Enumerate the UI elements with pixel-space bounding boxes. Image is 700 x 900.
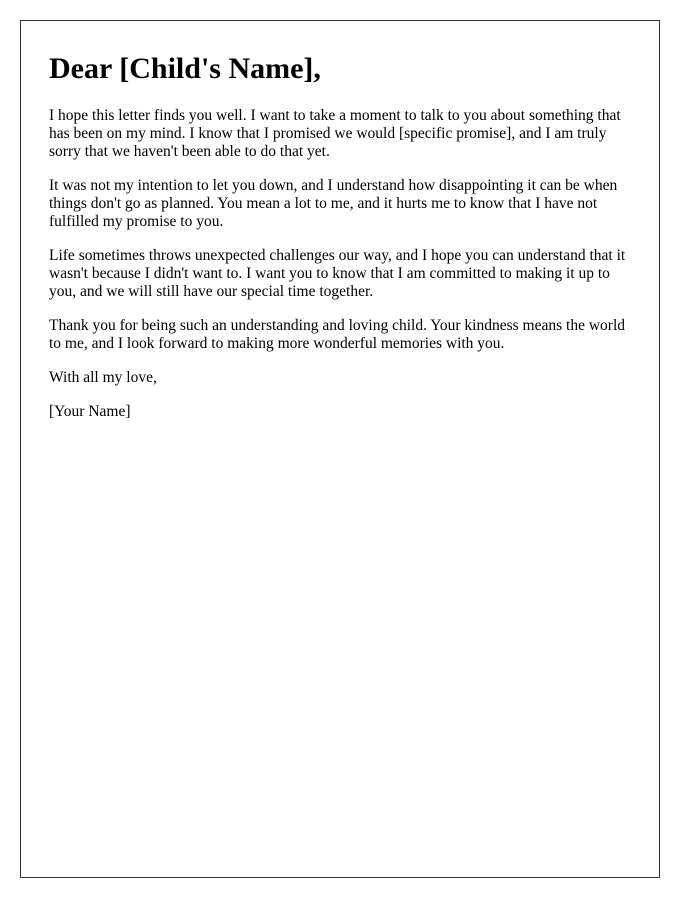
signature-placeholder: [Your Name] <box>49 403 131 420</box>
salutation-heading: Dear [Child's Name], <box>49 52 321 85</box>
closing-line: With all my love, <box>49 369 157 386</box>
letter-page <box>20 20 660 878</box>
letter-paragraph: I hope this letter finds you well. I want to take a moment to talk to you about something that has been on my mind. I know that I promised we would [specific promise], and I am truly sorry that we haven't been able to do that yet. <box>49 107 621 160</box>
letter-paragraph: Life sometimes throws unexpected challenges our way, and I hope you can understand that it wasn't because I didn't want to. I want you to know that I am committed to making it up to you, and we will still have our special time together. <box>49 247 626 300</box>
letter-paragraph: It was not my intention to let you down, and I understand how disappointing it can be when things don't go as planned. You mean a lot to me, and it hurts me to know that I have not fulfilled my promise to you. <box>49 177 618 230</box>
letter-paragraph: Thank you for being such an understanding and loving child. Your kindness means the world to me, and I look forward to making more wonderful memories with you. <box>49 317 625 352</box>
